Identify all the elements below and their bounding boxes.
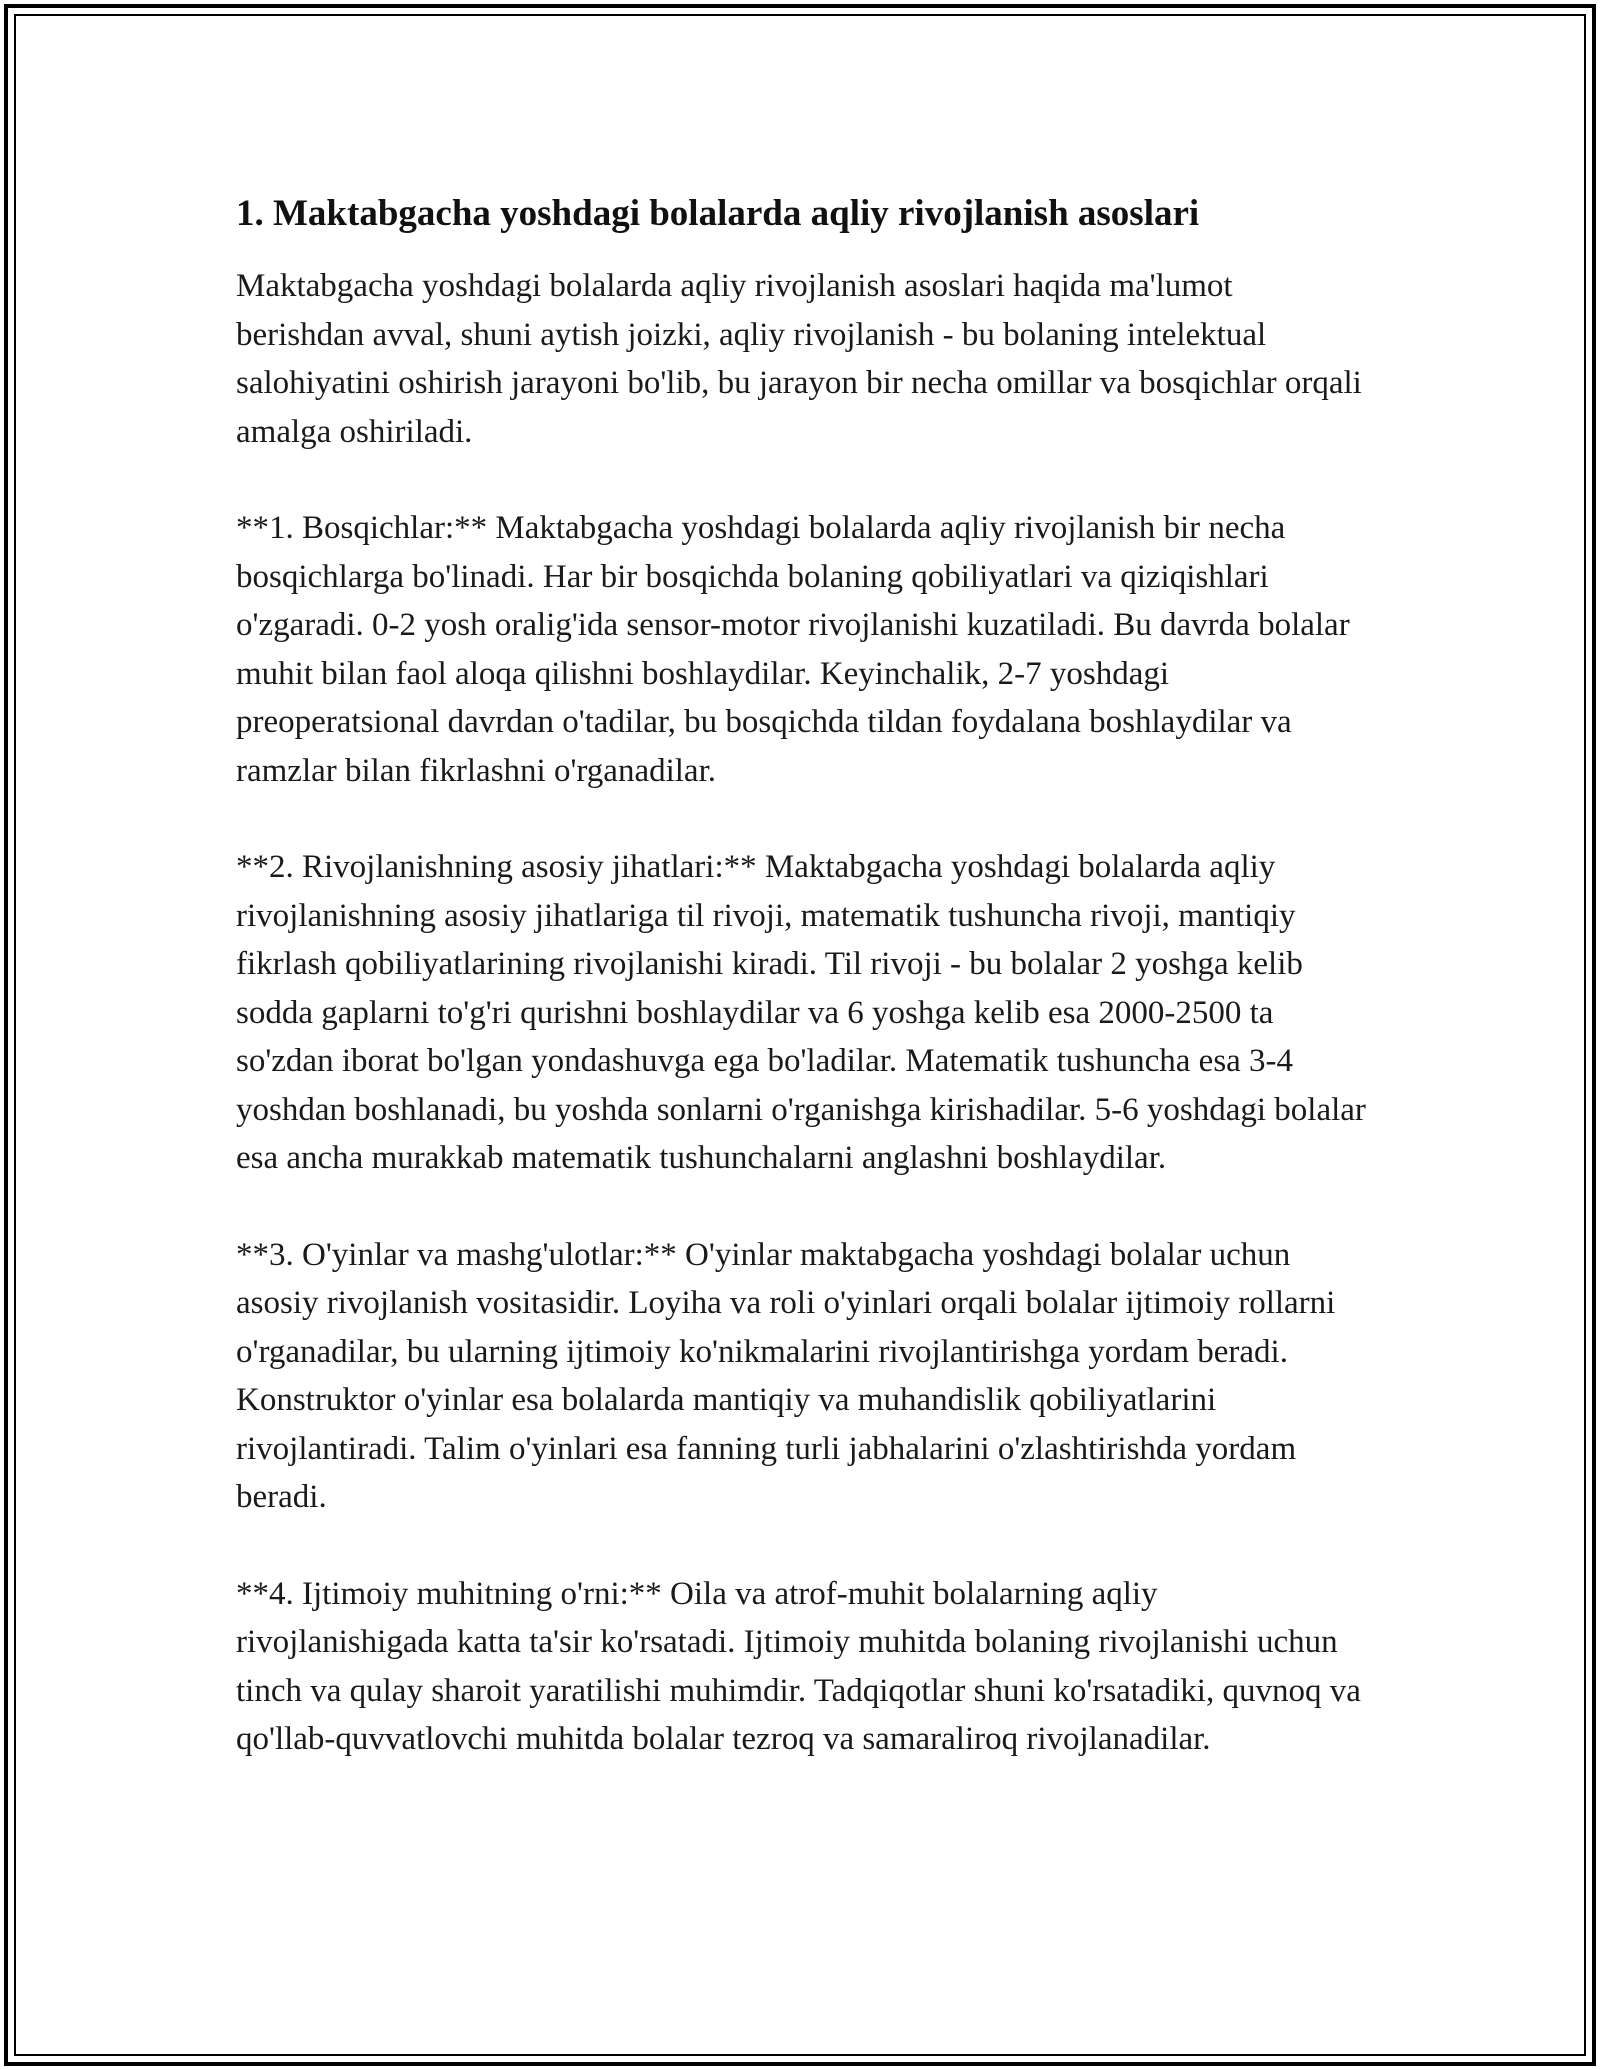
paragraph-rivojlanish-jihatlari: **2. Rivojlanishning asosiy jihatlari:** Maktabgacha yoshdagi bolalarda aqliy rivojlanishning asosiy jihatlariga til rivoji, matematik tushuncha rivoji, mantiqiy fikrlash qobiliyatlarining rivojlanishi kiradi. Til rivoji - bu bolalar 2 yoshga kelib sodda gaplarni to'g'ri qurishni boshlaydilar va 6 yoshga kelib esa 2000-2500 ta so'zdan iborat bo'lgan yondashuvga ega bo'ladilar. Matematik tushuncha esa 3-4 yoshdan boshlanadi, bu yoshda sonlarni o'rganishga kirishadilar. 5-6 yoshdagi bolalar esa ancha murakkab matematik tushunchalarni anglashni boshlaydilar. [236,849,1366,1176]
paragraph-ijtimoiy-muhit: **4. Ijtimoiy muhitning o'rni:** Oila va atrof-muhit bolalarning aqliy rivojlanishigada katta ta'sir ko'rsatadi. Ijtimoiy muhitda bolaning rivojlanishi uchun tinch va qulay sharoit yaratilishi muhimdir. Tadqiqotlar shuni ko'rsatadiki, quvnoq va qo'llab-quvvatlovchi muhitda bolalar tezroq va samaraliroq rivojlanadilar. [236,1575,1361,1757]
paragraph-oyinlar-mashgulotlar: **3. O'yinlar va mashg'ulotlar:** O'yinlar maktabgacha yoshdagi bolalar uchun asosiy rivojlanish vositasidir. Loyiha va roli o'yinlari orqali bolalar ijtimoiy rollarni o'rganadilar, bu ularning ijtimoiy ko'nikmalarini rivojlantirishga yordam beradi. Konstruktor o'yinlar esa bolalarda mantiqiy va muhandislik qobiliyatlarini rivojlantiradi. Talim o'yinlari esa fanning turli jabhalarini o'zlashtirishda yordam beradi. [236,1236,1336,1515]
paragraph-bosqichlar: **1. Bosqichlar:** Maktabgacha yoshdagi bolalarda aqliy rivojlanish bir necha bosqichlarga bo'linadi. Har bir bosqichda bolaning qobiliyatlari va qiziqishlari o'zgaradi. 0-2 yosh oralig'ida sensor-motor rivojlanishi kuzatiladi. Bu davrda bolalar muhit bilan faol aloqa qilishni boshlaydilar. Keyinchalik, 2-7 yoshdagi preoperatsional davrdan o'tadilar, bu bosqichda tildan foydalana boshlaydilar va ramzlar bilan fikrlashni o'rganadilar. [236,510,1350,789]
document-body [236,186,1366,1812]
document-title: 1. Maktabgacha yoshdagi bolalarda aqliy rivojlanish asoslari [236,193,1200,234]
paragraph-intro: Maktabgacha yoshdagi bolalarda aqliy rivojlanish asoslari haqida ma'lumot berishdan avval, shuni aytish joizki, aqliy rivojlanish - bu bolaning intelektual salohiyatini oshirish jarayoni bo'lib, bu jarayon bir necha omillar va bosqichlar orqali amalga oshiriladi. [236,268,1362,450]
